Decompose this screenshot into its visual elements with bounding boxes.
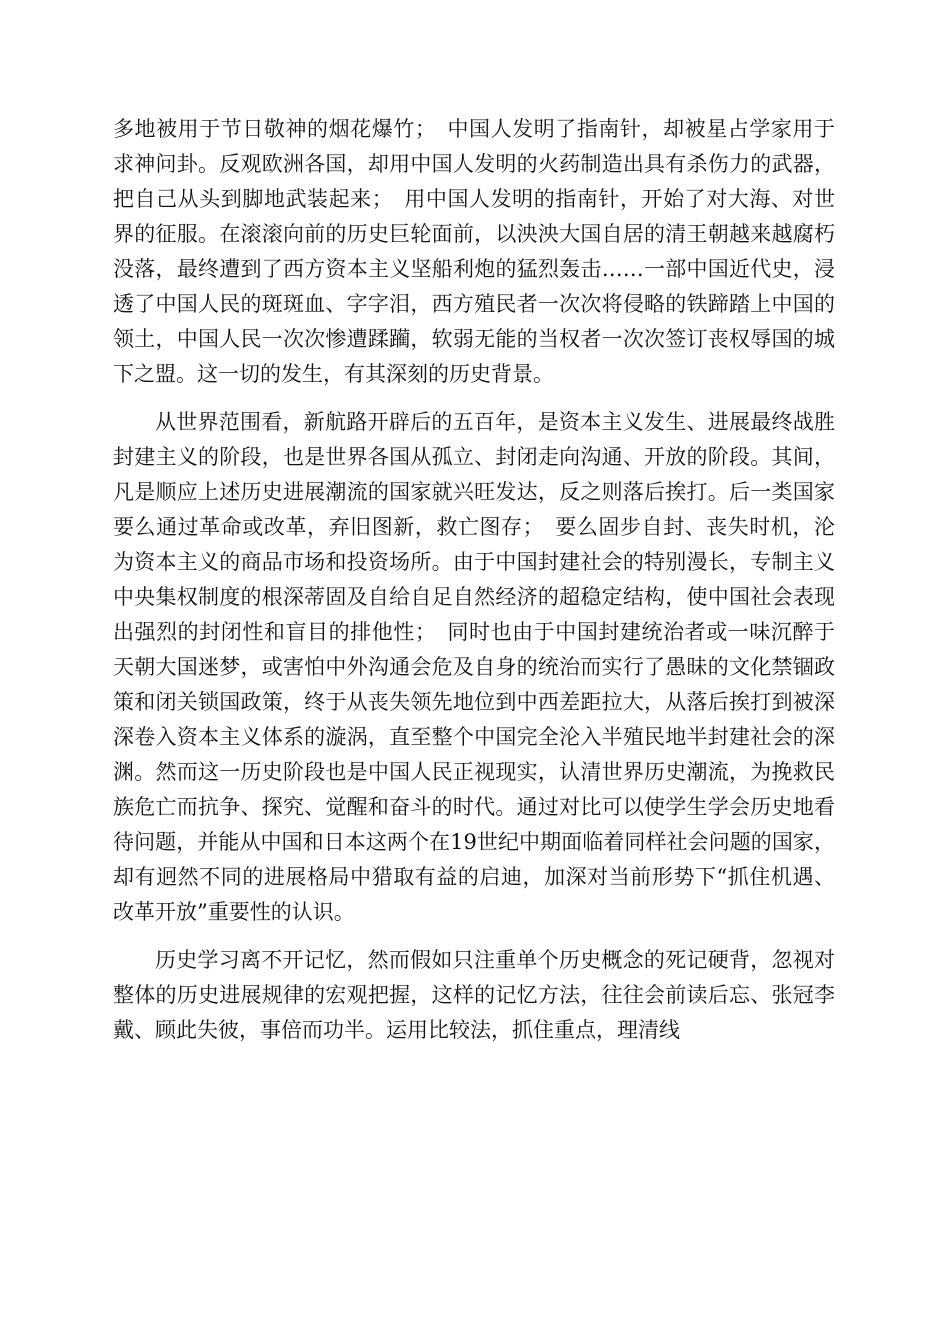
paragraph-spacer	[113, 392, 835, 405]
paragraph-2: 从世界范围看，新航路开辟后的五百年，是资本主义发生、进展最终战胜封建主义的阶段，也是世界各国从孤立、封闭走向沟通、开放的阶段。其间，凡是顺应上述历史进展潮流的国家就兴旺发达，反之则落后挨打。后一类国家要么通过革命或改革，弃旧图新，救亡图存； 要么固步自封、丧失时机，沦为资本主义的商品市场和投资场所。由于中国封建社会的特别漫长，专制主义中央集权制度的根深蒂固及自给自足自然经济的超稳定结构，使中国社会表现出强烈的封闭性和盲目的排他性； 同时也由于中国封建统治者或一味沉醉于天朝大国迷梦，或害怕中外沟通会危及自身的统治而实行了愚昧的文化禁锢政策和闭关锁国政策，终于从丧失领先地位到中西差距拉大，从落后挨打到被深深卷入资本主义体系的漩涡，直至整个中国完全沦入半殖民地半封建社会的深渊。然而这一历史阶段也是中国人民正视现实，认清世界历史潮流，为挽救民族危亡而抗争、探究、觉醒和奋斗的时代。通过对比可以使学生学会历史地看待问题，并能从中国和日本这两个在19世纪中期面临着同样社会问题的国家，却有迥然不同的进展格局中猎取有益的启迪，加深对当前形势下“抓住机遇、改革开放”重要性的认识。	[113, 410, 835, 924]
document-page	[113, 112, 835, 1048]
paragraph-1: 多地被用于节日敬神的烟花爆竹； 中国人发明了指南针，却被星占学家用于求神问卦。反观欧洲各国，却用中国人发明的火药制造出具有杀伤力的武器，把自己从头到脚地武装起来； 用中国人发明的指南针，开始了对大海、对世界的征服。在滚滚向前的历史巨轮面前，以泱泱大国自居的清王朝越来越腐朽没落，最终遭到了西方资本主义坚船利炮的猛烈轰击……一部中国近代史，浸透了中国人民的斑斑血、字字泪，西方殖民者一次次将侵略的铁蹄踏上中国的领土，中国人民一次次惨遭蹂躏，软弱无能的当权者一次次签订丧权辱国的城下之盟。这一切的发生，有其深刻的历史背景。	[113, 117, 835, 386]
paragraph-3: 历史学习离不开记忆，然而假如只注重单个历史概念的死记硬背，忽视对整体的历史进展规律的宏观把握，这样的记忆方法，往往会前读后忘、张冠李戴、顾此失彼，事倍而功半。运用比较法，抓住重点，理清线	[113, 948, 835, 1042]
paragraph-spacer	[113, 930, 835, 943]
